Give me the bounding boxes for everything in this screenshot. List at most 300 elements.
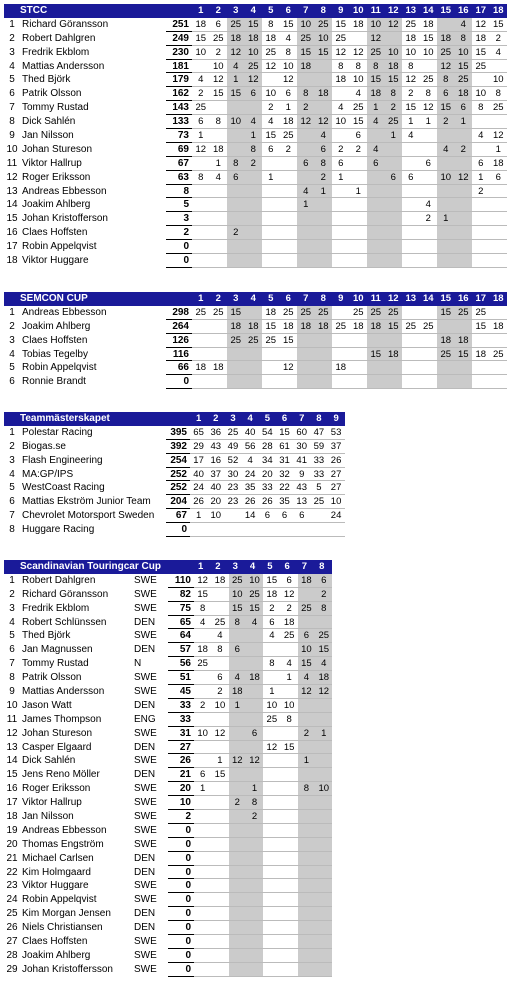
semcon-round-points (350, 334, 368, 348)
stcc-round-points (297, 226, 315, 240)
stcc-round-points: 4 (332, 101, 350, 115)
stc-round-points: 2 (315, 588, 332, 602)
stc-round-points (263, 643, 280, 657)
stc-total-points: 0 (168, 949, 194, 963)
stcc-round-points (385, 185, 403, 199)
semcon-position: 5 (9, 362, 15, 374)
stc-round-points (211, 602, 228, 616)
stcc-round-points (332, 87, 350, 101)
semcon-driver-name: Claes Hoffsten (22, 334, 88, 346)
stc-total-points: 57 (168, 643, 194, 657)
stc-nationality: SWE (134, 727, 157, 739)
team-round-points: 28 (259, 440, 276, 454)
stc-round-points (315, 852, 332, 866)
stc-round-points (229, 657, 246, 671)
semcon-round-points: 25 (227, 334, 245, 348)
stc-position: 19 (6, 824, 18, 836)
semcon-round-points (315, 348, 333, 362)
team-round-points: 9 (293, 468, 310, 482)
stc-standings-row (4, 893, 332, 907)
stc-total-points: 26 (168, 754, 194, 768)
stc-round-points (263, 754, 280, 768)
team-round-header: 1 (195, 413, 202, 424)
stc-round-points: 1 (246, 782, 263, 796)
stcc-round-points (455, 212, 473, 226)
semcon-round-points (490, 361, 508, 375)
stcc-round-points: 10 (437, 171, 455, 185)
stcc-round-points: 12 (402, 73, 420, 87)
stcc-round-points: 18 (367, 87, 385, 101)
stcc-round-points (367, 171, 385, 185)
stc-driver-name: Jens Reno Möller (22, 769, 100, 781)
semcon-round-points (280, 348, 298, 362)
stc-round-points (298, 838, 315, 852)
stc-total-points: 0 (168, 824, 194, 838)
stc-round-points: 1 (315, 727, 332, 741)
team-round-points: 37 (328, 440, 345, 454)
stc-round-points: 12 (263, 741, 280, 755)
stcc-round-points (420, 129, 438, 143)
semcon-round-points (332, 334, 350, 348)
semcon-round-points: 15 (227, 306, 245, 320)
stcc-standings-row (4, 226, 507, 240)
stcc-round-header: 18 (492, 5, 504, 16)
stcc-round-points (350, 226, 368, 240)
stc-round-points (298, 963, 315, 977)
stc-round-points (315, 741, 332, 755)
stc-round-points (194, 935, 211, 949)
stc-round-points: 18 (315, 671, 332, 685)
stcc-round-points (245, 212, 263, 226)
stcc-standings-row (4, 171, 507, 185)
team-round-points: 33 (259, 481, 276, 495)
stcc-position: 17 (6, 241, 18, 253)
team-standings-row (4, 523, 345, 537)
stc-round-points (315, 824, 332, 838)
stcc-round-points (350, 212, 368, 226)
stcc-round-points (280, 240, 298, 254)
stcc-round-points: 4 (192, 73, 210, 87)
semcon-driver-name: Tobias Tegelby (22, 348, 88, 360)
stc-position: 24 (6, 894, 18, 906)
stc-round-points (280, 963, 297, 977)
team-round-points (207, 523, 224, 537)
stcc-total-points: 251 (166, 18, 192, 32)
semcon-round-points: 18 (437, 334, 455, 348)
stc-header-row (4, 560, 332, 574)
team-round-points: 33 (310, 468, 327, 482)
stcc-round-points: 15 (210, 87, 228, 101)
stcc-title: STCC (20, 5, 48, 16)
stc-driver-name: Thed Björk (22, 630, 71, 642)
stc-total-points: 64 (168, 629, 194, 643)
stc-total-points: 45 (168, 685, 194, 699)
stcc-round-points: 12 (472, 18, 490, 32)
stcc-round-points: 18 (297, 60, 315, 74)
stc-position: 4 (9, 616, 15, 628)
stcc-round-points (332, 240, 350, 254)
stcc-round-points: 1 (315, 185, 333, 199)
stcc-total-points: 3 (166, 212, 192, 226)
stc-round-points: 12 (211, 727, 228, 741)
stcc-round-points (367, 240, 385, 254)
stcc-round-points: 12 (490, 129, 508, 143)
team-round-points: 59 (310, 440, 327, 454)
stcc-round-points (332, 185, 350, 199)
stcc-standings-row (4, 212, 507, 226)
stc-round-points: 4 (263, 629, 280, 643)
stc-position: 15 (6, 769, 18, 781)
stcc-round-points (402, 143, 420, 157)
stcc-standings-row (4, 115, 507, 129)
semcon-round-points: 25 (455, 306, 473, 320)
stcc-round-points: 25 (262, 46, 280, 60)
stc-position: 10 (6, 699, 18, 711)
semcon-round-points: 25 (402, 320, 420, 334)
stc-round-points (298, 713, 315, 727)
stc-round-points (263, 824, 280, 838)
stc-round-points (263, 879, 280, 893)
stc-round-points (194, 879, 211, 893)
stc-round-points (280, 907, 297, 921)
team-round-points: 32 (276, 468, 293, 482)
stc-total-points: 65 (168, 616, 194, 630)
stcc-position: 2 (9, 32, 15, 44)
team-title: Teammästerskapet (20, 413, 110, 424)
semcon-round-header: 7 (303, 293, 309, 304)
stcc-round-points: 12 (455, 171, 473, 185)
semcon-round-header: 4 (250, 293, 256, 304)
semcon-round-points: 18 (472, 348, 490, 362)
team-round-points: 37 (207, 468, 224, 482)
stc-total-points: 33 (168, 713, 194, 727)
stcc-round-points: 6 (367, 157, 385, 171)
stc-round-points: 25 (315, 629, 332, 643)
stc-round-points (246, 907, 263, 921)
stcc-position: 3 (9, 46, 15, 58)
stc-round-points (194, 629, 211, 643)
semcon-standings-row (4, 375, 507, 389)
team-round-points: 1 (190, 509, 207, 523)
stc-round-points (229, 852, 246, 866)
team-standings-row (4, 495, 345, 509)
stc-position: 3 (9, 602, 15, 614)
stc-round-points (194, 866, 211, 880)
stc-driver-name: Kim Holmgaard (22, 866, 91, 878)
stc-round-points: 1 (280, 671, 297, 685)
stcc-round-points: 2 (437, 115, 455, 129)
team-total-points: 0 (166, 523, 190, 537)
stcc-position: 8 (9, 116, 15, 128)
team-driver-name: Huggare Racing (22, 524, 95, 536)
team-round-points: 16 (207, 454, 224, 468)
stcc-position: 10 (6, 143, 18, 155)
team-round-points: 20 (259, 468, 276, 482)
stcc-round-points (402, 157, 420, 171)
stc-nationality: DEN (134, 741, 156, 753)
team-round-points: 4 (242, 454, 259, 468)
stcc-round-points (192, 226, 210, 240)
stcc-round-points: 15 (402, 101, 420, 115)
stcc-round-points (437, 185, 455, 199)
stc-round-points (280, 685, 297, 699)
stc-round-points: 4 (298, 671, 315, 685)
stc-round-points (280, 921, 297, 935)
semcon-round-points (210, 348, 228, 362)
stcc-round-points (402, 226, 420, 240)
semcon-round-points: 18 (490, 320, 508, 334)
stcc-position: 6 (9, 88, 15, 100)
stc-round-points (298, 935, 315, 949)
stc-driver-name: Casper Elgaard (22, 741, 92, 753)
stc-round-points: 15 (194, 588, 211, 602)
team-round-points: 6 (276, 509, 293, 523)
stcc-round-points: 6 (455, 101, 473, 115)
stc-round-points (246, 824, 263, 838)
semcon-round-points: 25 (262, 334, 280, 348)
stcc-round-points: 4 (367, 143, 385, 157)
stcc-round-points: 4 (402, 129, 420, 143)
stc-round-points: 25 (263, 713, 280, 727)
team-round-points: 26 (242, 495, 259, 509)
stcc-round-points: 10 (227, 115, 245, 129)
stcc-round-points: 4 (367, 115, 385, 129)
stc-total-points: 0 (168, 866, 194, 880)
stcc-total-points: 230 (166, 46, 192, 60)
stcc-round-points: 18 (210, 143, 228, 157)
stc-position: 16 (6, 783, 18, 795)
stc-total-points: 0 (168, 935, 194, 949)
stcc-round-points (437, 226, 455, 240)
team-total-points: 252 (166, 481, 190, 495)
stcc-round-points (245, 226, 263, 240)
stcc-round-points (262, 198, 280, 212)
team-round-points: 36 (207, 426, 224, 440)
semcon-round-points: 25 (385, 306, 403, 320)
stc-round-points: 2 (263, 602, 280, 616)
stcc-round-points (280, 171, 298, 185)
stc-nationality: SWE (134, 838, 157, 850)
stcc-round-points (385, 198, 403, 212)
stcc-round-points: 8 (472, 101, 490, 115)
team-standings-row (4, 509, 345, 523)
stcc-round-points: 4 (350, 87, 368, 101)
stcc-round-points: 15 (297, 46, 315, 60)
stcc-round-points (472, 115, 490, 129)
stc-round-points (211, 588, 228, 602)
semcon-round-points: 15 (280, 334, 298, 348)
stcc-round-points: 4 (227, 60, 245, 74)
team-round-points: 10 (328, 495, 345, 509)
stcc-round-points (210, 129, 228, 143)
stcc-round-points (455, 157, 473, 171)
semcon-round-points (210, 320, 228, 334)
stc-total-points: 0 (168, 907, 194, 921)
stcc-round-points: 25 (245, 60, 263, 74)
stc-driver-name: Robert Schlünssen (22, 616, 107, 628)
stc-round-points (315, 768, 332, 782)
stc-total-points: 27 (168, 741, 194, 755)
stc-driver-name: Dick Sahlén (22, 755, 76, 767)
semcon-round-header: 6 (285, 293, 291, 304)
team-round-points: 49 (224, 440, 241, 454)
stcc-round-points (297, 240, 315, 254)
semcon-round-points (297, 361, 315, 375)
stc-round-points: 10 (263, 699, 280, 713)
stcc-round-points: 6 (332, 157, 350, 171)
semcon-round-points: 25 (210, 306, 228, 320)
stcc-round-points (455, 185, 473, 199)
stc-position: 17 (6, 797, 18, 809)
stcc-round-points: 18 (490, 157, 508, 171)
stcc-round-points: 8 (490, 87, 508, 101)
stc-round-points (298, 921, 315, 935)
stc-round-points (211, 713, 228, 727)
stcc-round-points: 8 (315, 157, 333, 171)
stcc-round-header: 7 (303, 5, 309, 16)
stc-position: 22 (6, 866, 18, 878)
team-round-points (310, 523, 327, 537)
semcon-round-points: 12 (280, 361, 298, 375)
semcon-round-points: 25 (472, 306, 490, 320)
stcc-round-points: 4 (420, 198, 438, 212)
stc-round-points: 1 (298, 754, 315, 768)
stcc-round-points (280, 254, 298, 268)
stcc-round-points (262, 254, 280, 268)
stc-round-points (211, 796, 228, 810)
team-round-points (276, 523, 293, 537)
stc-round-points: 15 (246, 602, 263, 616)
stcc-round-points: 2 (280, 143, 298, 157)
team-standings-row (4, 426, 345, 440)
stc-total-points: 10 (168, 796, 194, 810)
stcc-round-points: 15 (385, 73, 403, 87)
stc-nationality: DEN (134, 644, 156, 656)
team-round-points: 14 (242, 509, 259, 523)
stcc-driver-name: Viktor Hallrup (22, 157, 82, 169)
stc-round-points (246, 879, 263, 893)
semcon-round-header: 15 (440, 293, 452, 304)
semcon-round-points (315, 361, 333, 375)
stc-position: 8 (9, 672, 15, 684)
stc-round-points (280, 852, 297, 866)
stcc-total-points: 179 (166, 73, 192, 87)
stc-round-points (194, 949, 211, 963)
stc-round-points: 8 (280, 713, 297, 727)
stcc-round-points (420, 254, 438, 268)
semcon-round-points (455, 375, 473, 389)
stc-standings-row (4, 616, 332, 630)
stcc-round-points (297, 212, 315, 226)
stc-total-points: 33 (168, 699, 194, 713)
team-round-points (242, 523, 259, 537)
stcc-round-points: 15 (472, 46, 490, 60)
stc-round-points: 2 (280, 602, 297, 616)
stcc-round-points (262, 73, 280, 87)
stc-round-points (194, 713, 211, 727)
stcc-round-points (490, 254, 508, 268)
semcon-round-points: 25 (192, 306, 210, 320)
stcc-round-points (490, 226, 508, 240)
stcc-total-header-spacer (166, 4, 192, 18)
stc-round-points (246, 852, 263, 866)
stcc-round-points: 15 (455, 60, 473, 74)
stcc-round-points (472, 212, 490, 226)
stcc-round-points: 6 (245, 87, 263, 101)
stc-round-points (298, 879, 315, 893)
stc-position: 7 (9, 658, 15, 670)
stcc-round-points (262, 185, 280, 199)
stcc-position: 5 (9, 74, 15, 86)
team-round-points: 34 (259, 454, 276, 468)
stcc-round-points (385, 254, 403, 268)
semcon-cup-standings-table (4, 292, 507, 389)
stc-round-points: 18 (298, 574, 315, 588)
stcc-round-points (245, 254, 263, 268)
team-round-points: 26 (190, 495, 207, 509)
stcc-round-points: 6 (385, 171, 403, 185)
stc-round-points: 6 (246, 727, 263, 741)
stcc-round-points (245, 185, 263, 199)
stc-round-points (246, 921, 263, 935)
stc-nationality: SWE (134, 949, 157, 961)
semcon-round-points (227, 361, 245, 375)
stc-driver-name: Patrik Olsson (22, 672, 82, 684)
stcc-total-points: 133 (166, 115, 192, 129)
semcon-round-points (402, 334, 420, 348)
stcc-position: 15 (6, 213, 18, 225)
stc-round-points (211, 782, 228, 796)
stcc-round-header: 17 (475, 5, 487, 16)
stcc-round-points (350, 171, 368, 185)
stc-round-points (298, 796, 315, 810)
stc-round-points: 8 (246, 796, 263, 810)
stc-round-points (211, 949, 228, 963)
semcon-round-header: 8 (320, 293, 326, 304)
semcon-round-points: 25 (420, 320, 438, 334)
stc-nat-header-spacer (132, 560, 166, 574)
stc-standings-row (4, 768, 332, 782)
stcc-round-points: 8 (350, 60, 368, 74)
stcc-round-points: 6 (402, 171, 420, 185)
stcc-position: 16 (6, 227, 18, 239)
stcc-round-points (367, 198, 385, 212)
stc-round-points (211, 921, 228, 935)
stcc-round-points: 25 (297, 32, 315, 46)
stcc-round-points (332, 212, 350, 226)
team-position: 6 (9, 496, 15, 508)
semcon-round-points (402, 348, 420, 362)
stcc-round-points (210, 212, 228, 226)
stcc-round-points: 15 (262, 129, 280, 143)
stc-round-points: 6 (263, 616, 280, 630)
stc-round-points: 15 (315, 643, 332, 657)
stcc-round-points: 15 (437, 101, 455, 115)
stcc-round-points: 18 (192, 18, 210, 32)
stcc-round-points: 10 (490, 73, 508, 87)
semcon-round-header: 14 (422, 293, 434, 304)
stcc-round-points: 2 (420, 212, 438, 226)
stcc-round-points: 15 (490, 18, 508, 32)
stc-round-points (263, 838, 280, 852)
stcc-round-points (210, 240, 228, 254)
semcon-round-points: 25 (350, 306, 368, 320)
stc-driver-name: Niels Christiansen (22, 922, 103, 934)
stc-nationality: DEN (134, 769, 156, 781)
semcon-round-points (455, 361, 473, 375)
stcc-round-header: 11 (370, 5, 381, 16)
semcon-round-points (385, 375, 403, 389)
